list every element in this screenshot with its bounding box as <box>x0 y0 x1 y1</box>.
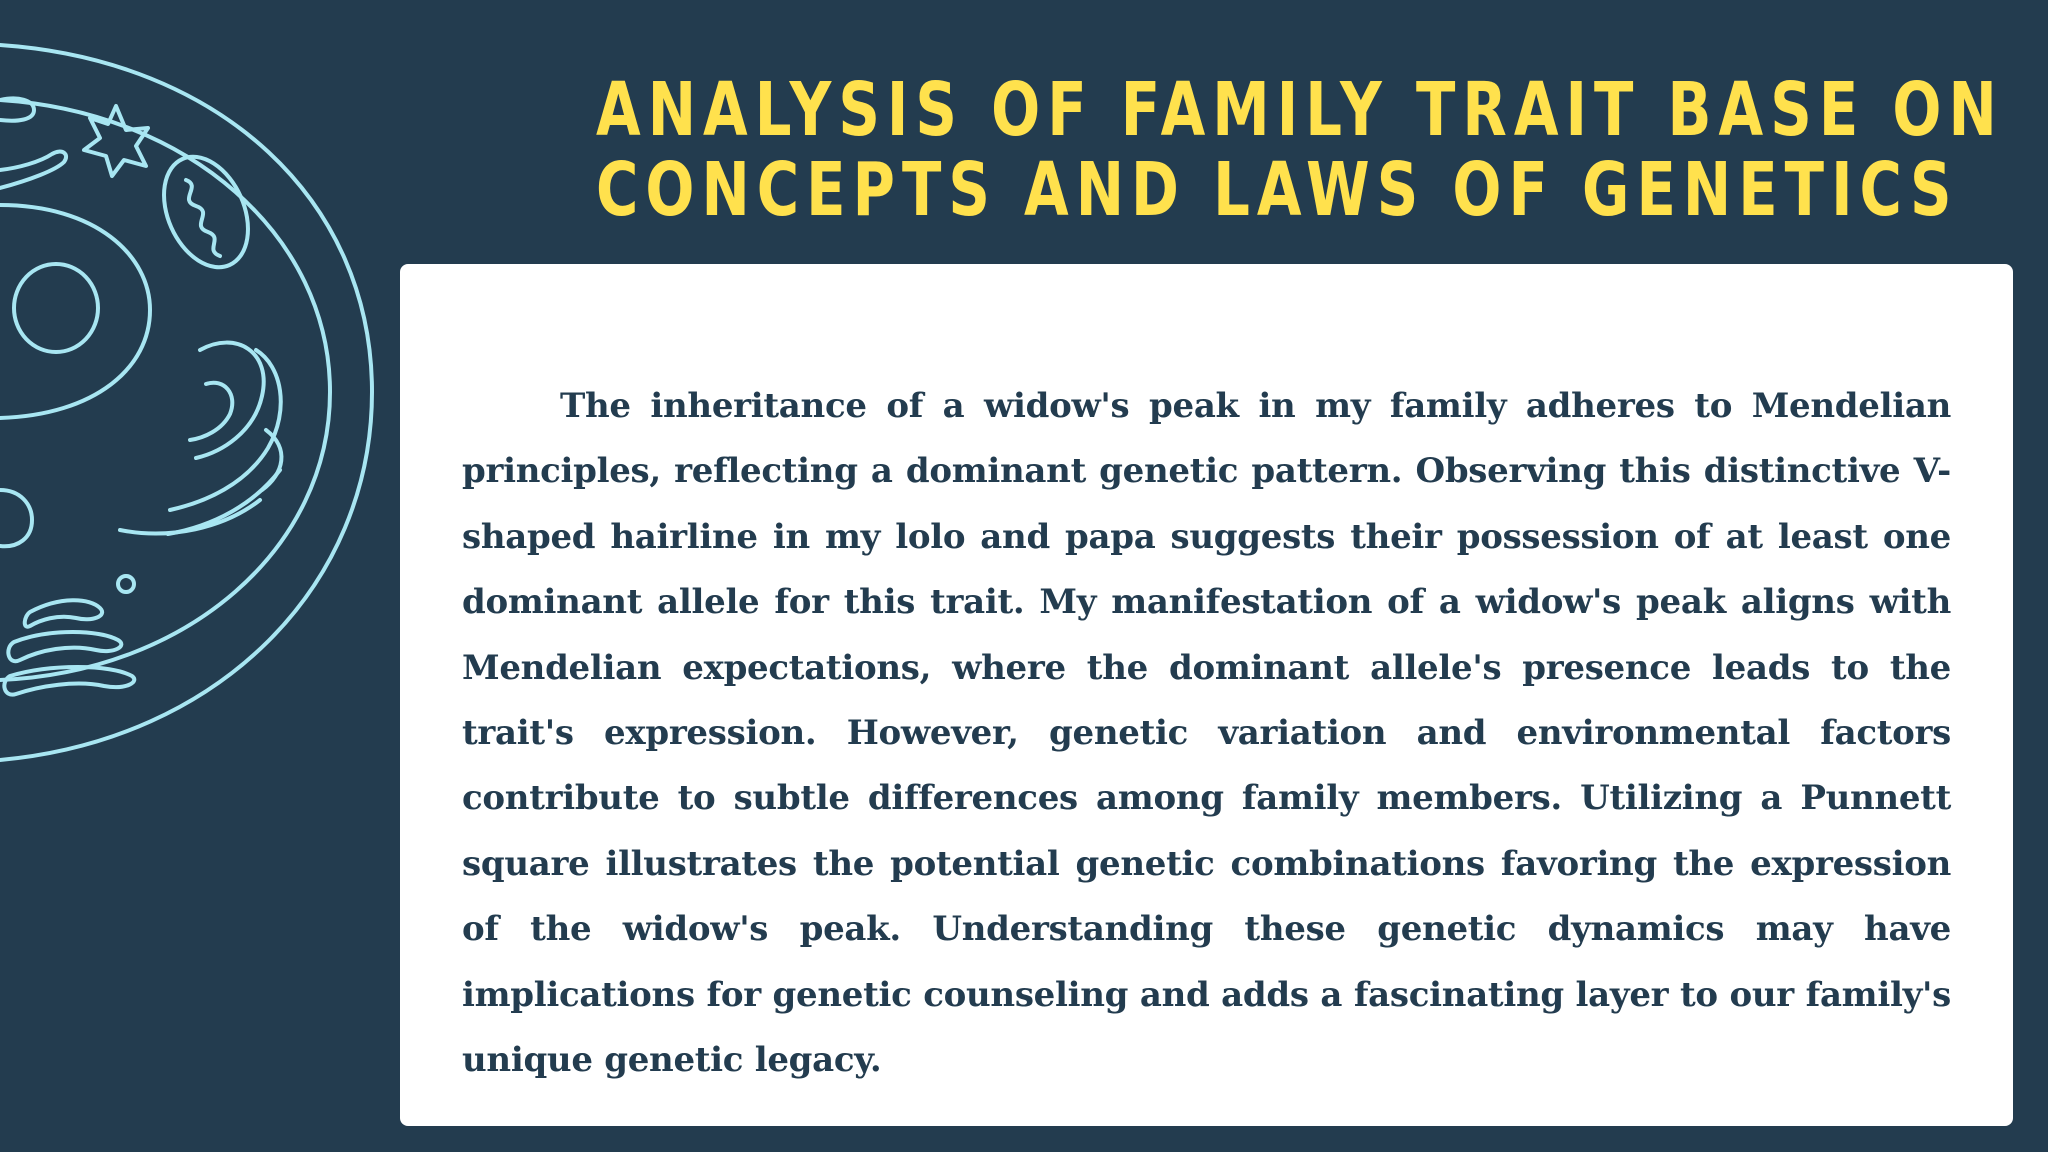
text-card <box>400 264 2013 1126</box>
title-line-2: CONCEPTS AND LAWS OF GENETICS <box>596 147 1959 233</box>
slide-title <box>596 67 2004 233</box>
title-line-1: ANALYSIS OF FAMILY TRAIT BASE ON <box>596 67 2004 153</box>
body-paragraph: The inheritance of a widow's peak in my family adheres to Mendelian principles, reflecting a dominant genetic pattern. Observing this distinctive V-shaped hairline in my lolo and papa suggests their possession of at least one dominant allele for this trait. My manifestation of a widow's peak aligns with Mendelian expectations, where the dominant allele's presence leads to the trait's expression. However, genetic variation and environmental factors contribute to subtle differences among family members. Utilizing a Punnett square illustrates the potential genetic combinations favoring the expression of the widow's peak. Understanding these genetic dynamics may have implications for genetic counseling and adds a fascinating layer to our family's unique genetic legacy. <box>462 386 1951 1081</box>
animal-cell-outline-icon <box>0 0 420 820</box>
